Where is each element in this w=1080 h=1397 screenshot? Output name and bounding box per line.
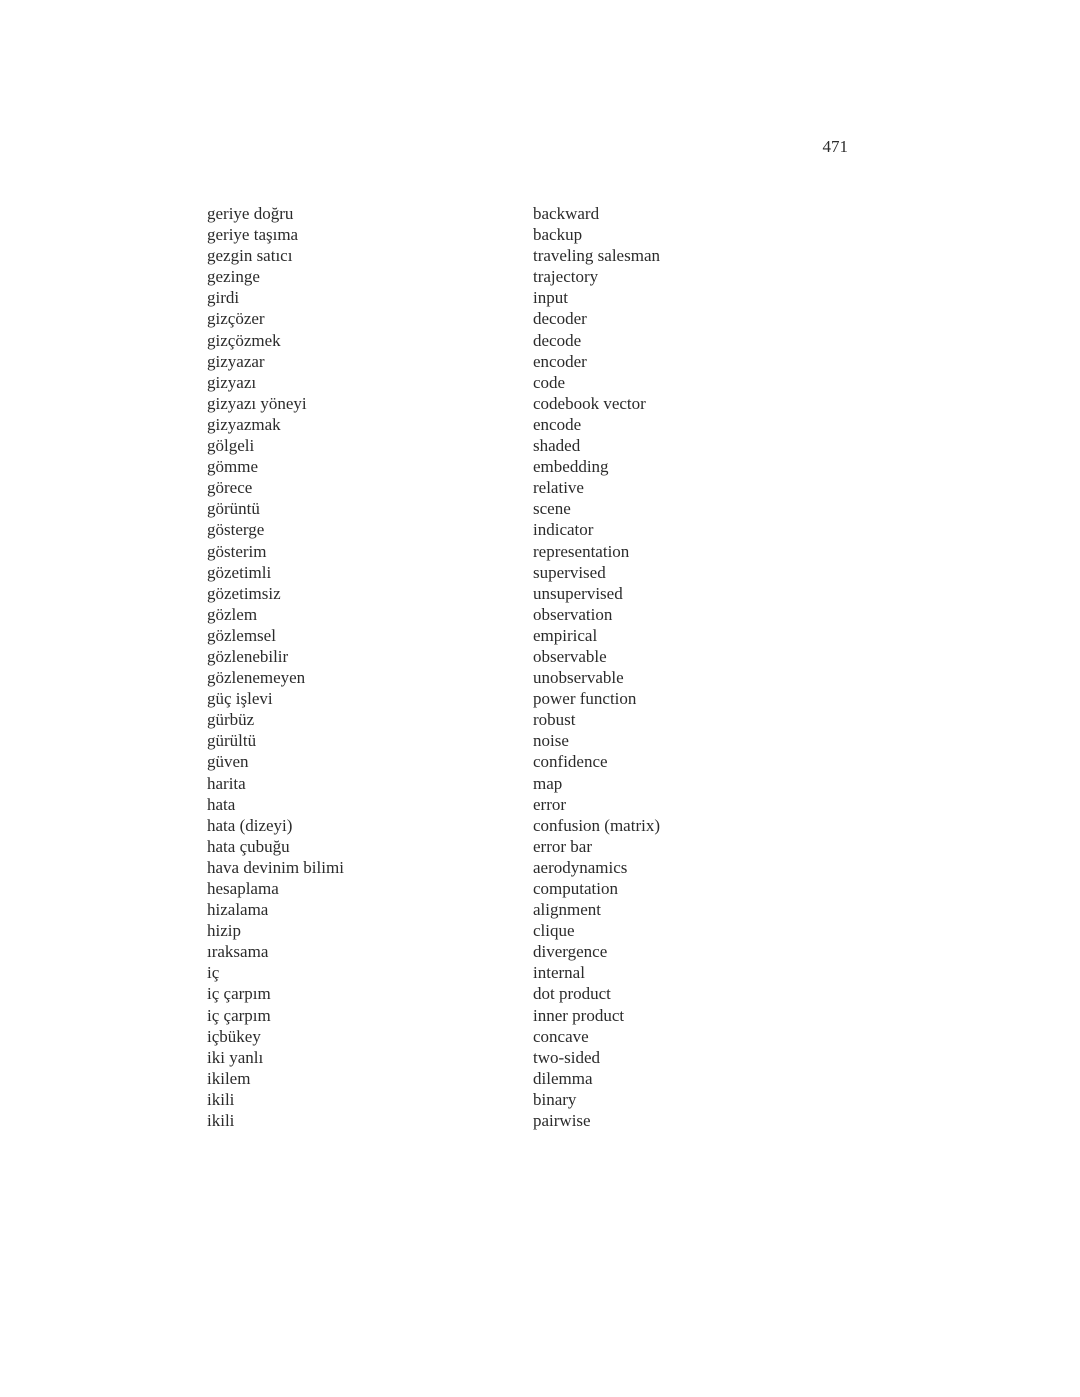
glossary-row [207,1068,727,1089]
english-term: map [533,773,563,793]
glossary-row [207,203,727,224]
glossary-row [207,456,727,477]
glossary-row [207,224,727,245]
english-term: two-sided [533,1047,601,1067]
glossary-row [207,330,727,351]
english-term: computation [533,879,618,898]
turkish-term: gezgin satıcı [207,246,293,266]
english-term: dot product [533,984,611,1004]
glossary-row [207,498,727,519]
english-term: embedding [533,457,609,477]
turkish-term: gösterge [207,520,265,540]
glossary-row [207,562,727,583]
english-term: inner product [533,1005,625,1025]
turkish-term: gezinge [207,267,260,287]
english-term: observation [533,604,613,624]
turkish-term: ikili [207,1089,235,1109]
glossary-row [207,287,727,308]
glossary-row [207,920,727,941]
glossary-row [207,751,727,772]
glossary-row [207,541,727,562]
glossary-row [207,245,727,266]
english-term: divergence [533,942,608,962]
turkish-term: gözlenebilir [207,646,289,666]
turkish-term: gizyazar [207,351,265,371]
glossary-row [207,1110,727,1131]
english-term: empirical [533,625,598,645]
glossary-row [207,519,727,540]
english-term: codebook vector [533,393,646,413]
english-term: scene [533,499,571,519]
english-term: decoder [533,309,587,329]
english-term: clique [533,921,575,941]
glossary-row [207,266,727,287]
turkish-term: gizyazmak [207,414,281,434]
glossary-row [207,625,727,646]
turkish-term: iç çarpım [207,1005,271,1025]
glossary-row [207,730,727,751]
turkish-term: gizyazı [207,372,257,392]
english-term: backward [533,204,600,223]
glossary-row [207,1089,727,1110]
english-term: decode [533,330,582,350]
turkish-term: girdi [207,288,240,308]
glossary-row [207,477,727,498]
english-term: unsupervised [533,583,623,603]
turkish-term: hesaplama [207,879,279,898]
glossary-row [207,962,727,983]
turkish-term: ıraksama [207,942,269,962]
english-term: shaded [533,436,581,456]
turkish-term: ikilem [207,1068,251,1088]
english-term: encode [533,414,582,434]
english-term: binary [533,1089,577,1109]
turkish-term: gösterim [207,541,267,561]
turkish-term: gözetimli [207,562,272,582]
english-term: dilemma [533,1068,593,1088]
turkish-term: hizalama [207,900,269,920]
english-term: confusion (matrix) [533,815,660,835]
glossary-row [207,815,727,836]
glossary-row [207,688,727,709]
english-term: error [533,794,567,814]
glossary-row [207,941,727,962]
english-term: relative [533,478,584,498]
english-term: indicator [533,520,594,540]
turkish-term: gözlemsel [207,625,276,645]
glossary-row [207,667,727,688]
english-term: backup [533,225,583,245]
turkish-term: geriye taşıma [207,225,299,245]
glossary-list [207,203,727,1131]
glossary-row [207,983,727,1004]
turkish-term: hava devinim bilimi [207,857,344,877]
glossary-row [207,583,727,604]
english-term: encoder [533,351,587,371]
turkish-term: hata (dizeyi) [207,815,293,835]
turkish-term: hizip [207,921,241,941]
english-term: input [533,288,568,308]
glossary-row [207,899,727,920]
turkish-term: iki yanlı [207,1047,264,1067]
turkish-term: ikili [207,1111,235,1131]
english-term: traveling salesman [533,246,660,266]
glossary-row [207,604,727,625]
turkish-term: güç işlevi [207,689,273,709]
glossary-row [207,1005,727,1026]
english-term: error bar [533,836,592,856]
glossary-row [207,794,727,815]
turkish-term: iç [207,963,220,983]
turkish-term: gözlenemeyen [207,668,306,688]
glossary-row [207,1026,727,1047]
english-term: pairwise [533,1111,591,1131]
turkish-term: iç çarpım [207,984,271,1004]
turkish-term: gözlem [207,604,258,624]
english-term: alignment [533,900,601,920]
glossary-row [207,393,727,414]
turkish-term: harita [207,773,246,793]
turkish-term: gölgeli [207,436,255,456]
english-term: confidence [533,752,608,772]
turkish-term: geriye doğru [207,204,294,223]
english-term: unobservable [533,668,624,688]
turkish-term: gizçözer [207,309,265,329]
glossary-row [207,646,727,667]
turkish-term: gürültü [207,731,257,751]
turkish-term: hata çubuğu [207,836,290,856]
english-term: internal [533,963,585,983]
glossary-row [207,1047,727,1068]
glossary-row [207,372,727,393]
glossary-row [207,308,727,329]
glossary-row [207,836,727,857]
turkish-term: gözetimsiz [207,583,281,603]
english-term: supervised [533,562,606,582]
glossary-row [207,857,727,878]
glossary-row [207,773,727,794]
english-term: trajectory [533,267,599,287]
english-term: representation [533,541,630,561]
page-number: 471 [822,137,848,156]
glossary-row [207,414,727,435]
turkish-term: gömme [207,457,258,477]
turkish-term: güven [207,752,249,772]
turkish-term: görüntü [207,499,260,519]
turkish-term: gizyazı yöneyi [207,393,307,413]
english-term: noise [533,731,569,751]
glossary-row [207,878,727,899]
glossary-row [207,435,727,456]
english-term: aerodynamics [533,857,628,877]
english-term: code [533,372,566,392]
english-term: power function [533,689,637,709]
turkish-term: görece [207,478,253,498]
turkish-term: hata [207,794,236,814]
glossary-row [207,709,727,730]
turkish-term: içbükey [207,1026,261,1046]
english-term: observable [533,646,607,666]
turkish-term: gürbüz [207,710,255,730]
glossary-row [207,351,727,372]
english-term: robust [533,710,576,730]
turkish-term: gizçözmek [207,330,281,350]
english-term: concave [533,1026,589,1046]
